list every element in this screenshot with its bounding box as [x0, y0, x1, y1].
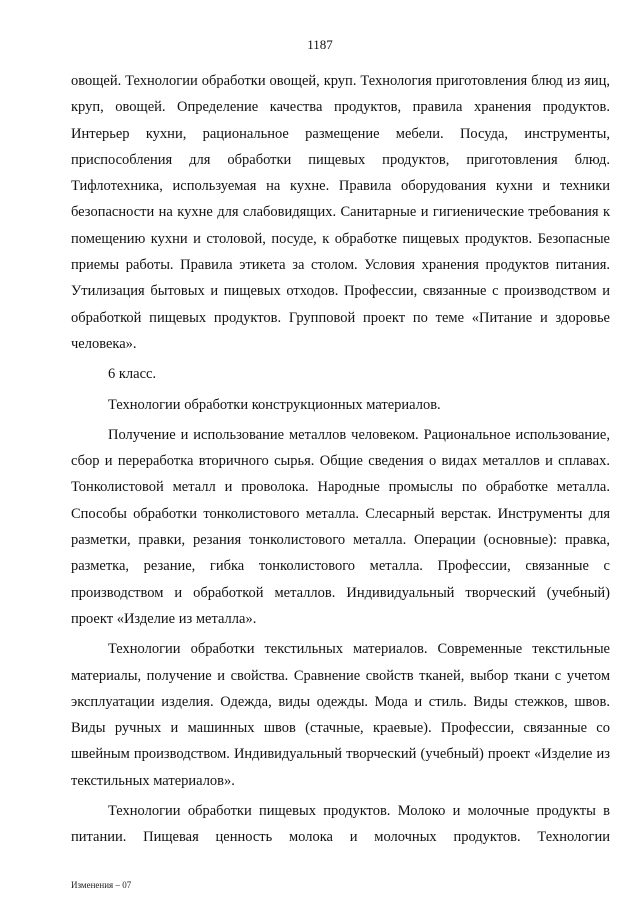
body-text	[71, 68, 610, 851]
paragraph-food-technology-continuation: овощей. Технологии обработки овощей, круп. Технология приготовления блюд из яиц, круп, овощей. Определение качества продуктов, правила хранения продуктов. Интерьер кухни, рациональное размещение мебели. Посуда, инструменты, приспособления для обработки пищевых продуктов, приготовления блюд. Тифлотехника, используемая на кухне. Правила оборудования кухни и техники безопасности на кухне для слабовидящих. Санитарные и гигиенические требования к помещению кухни и столовой, посуде, к обработке пищевых продуктов. Безопасные приемы работы. Правила этикета за столом. Условия хранения продуктов питания. Утилизация бытовых и пищевых отходов. Профессии, связанные с производством и обработкой пищевых продуктов. Групповой проект по теме «Питание и здоровье человека».	[71, 73, 610, 352]
paragraph-food-products: Технологии обработки пищевых продуктов. Молоко и молочные продукты в питании. Пищевая ценность молока и молочных продуктов. Технологии	[71, 803, 610, 846]
paragraph-metals: Получение и использование металлов человеком. Рациональное использование, сбор и переработка вторичного сырья. Общие сведения о видах металлов и сплавах. Тонколистовой металл и проволока. Народные промыслы по обработке металла. Способы обработки тонколистового металла. Слесарный верстак. Инструменты для разметки, правки, резания тонколистового металла. Операции (основные): правка, разметка, резание, гибка тонколистового металла. Профессии, связанные с производством и обработкой металлов. Индивидуальный творческий (учебный) проект «Изделие из металла».	[71, 426, 610, 627]
page-number: 1187	[307, 37, 333, 52]
revision-footer: Изменения – 07	[71, 880, 132, 890]
paragraph-textiles: Технологии обработки текстильных материалов. Современные текстильные материалы, получение и свойства. Сравнение свойств тканей, выбор ткани с учетом эксплуатации изделия. Одежда, виды одежды. Мода и стиль. Виды стежков, швов. Виды ручных и машинных швов (стачные, краевые). Профессии, связанные со швейным производством. Индивидуальный творческий (учебный) проект «Изделие из текстильных материалов».	[71, 641, 610, 789]
section-heading-construction-materials: Технологии обработки конструкционных материалов.	[108, 396, 441, 413]
grade-heading: 6 класс.	[108, 366, 157, 383]
